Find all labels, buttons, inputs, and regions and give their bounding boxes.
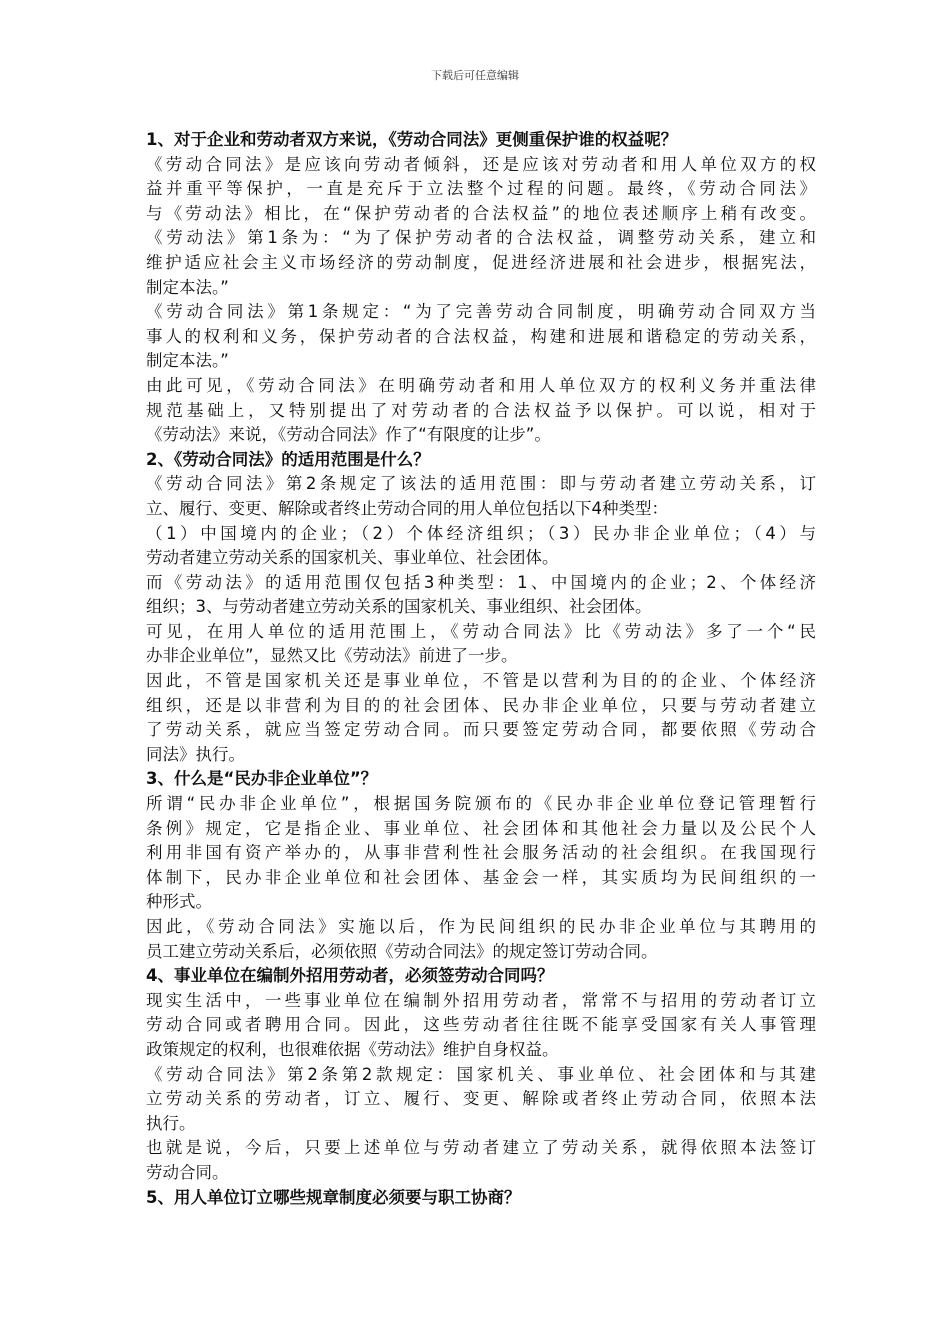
text-line: 执行。	[146, 1113, 196, 1133]
text-line: 政策规定的权利，也很难依据《劳动法》维护自身权益。	[146, 1039, 559, 1059]
text-line: 而《劳动法》的适用范围仅包括3种类型：1、中国境内的企业；2、个体经济	[146, 572, 816, 592]
text-line: 《劳动法》第1条为：“为了保护劳动者的合法权益，调整劳动关系，建立和	[146, 228, 816, 248]
text-line: 立劳动关系的劳动者，订立、履行、变更、解除或者终止劳动合同，依照本法	[146, 1089, 816, 1109]
text-line: 体制下，民办非企业单位和社会团体、基金会一样，其实质均为民间组织的一	[146, 867, 816, 887]
text-line: 利用非国有资产举办的，从事非营利性社会服务活动的社会组织。在我国现行	[146, 843, 816, 863]
text-line: 维护适应社会主义市场经济的劳动制度，促进经济进展和社会进步，根据宪法，	[146, 252, 816, 272]
text-line: 同法》执行。	[146, 744, 245, 764]
text-line: 《劳动合同法》第2条规定了该法的适用范围：即与劳动者建立劳动关系，订	[146, 474, 816, 494]
text-line: 条例》规定，它是指企业、事业单位、社会团体和其他社会力量以及公民个人	[146, 818, 816, 838]
text-line: 因此，不管是国家机关还是事业单位，不管是以营利为目的的企业、个体经济	[146, 671, 816, 691]
page-header: 下载后可任意编辑	[431, 69, 519, 82]
text-line: 种形式。	[146, 892, 212, 912]
text-line: 组织；3、与劳动者建立劳动关系的国家机关、事业组织、社会团体。	[146, 597, 652, 617]
text-line: 《劳动合同法》是应该向劳动者倾斜，还是应该对劳动者和用人单位双方的权	[146, 154, 816, 174]
text-line: 员工建立劳动关系后，必须依照《劳动合同法》的规定签订劳动合同。	[146, 941, 658, 961]
text-line: 规范基础上，又特别提出了对劳动者的合法权益予以保护。可以说，相对于	[146, 400, 816, 420]
section-heading: 2、《劳动合同法》的适用范围是什么？	[146, 449, 430, 469]
document-body	[146, 128, 816, 1210]
text-line: 事人的权利和义务，保护劳动者的合法权益，构建和进展和谐稳定的劳动关系，	[146, 326, 816, 346]
text-line: 立、履行、变更、解除或者终止劳动合同的用人单位包括以下4种类型：	[146, 498, 668, 518]
section-heading: 5、用人单位订立哪些规章制度必须要与职工协商？	[146, 1187, 521, 1207]
text-line: 了劳动关系，就应当签定劳动合同。而只要签定劳动合同，都要依照《劳动合	[146, 720, 816, 740]
text-line: 制定本法。”	[146, 277, 229, 297]
text-line: （1）中国境内的企业；（2）个体经济组织；（3）民办非企业单位；（4）与	[146, 523, 816, 543]
text-line: 由此可见，《劳动合同法》在明确劳动者和用人单位双方的权利义务并重法律	[146, 375, 816, 395]
text-line: 因此，《劳动合同法》实施以后，作为民间组织的民办非企业单位与其聘用的	[146, 917, 816, 936]
section-heading: 3、什么是“民办非企业单位”？	[146, 769, 378, 789]
text-line: 也就是说，今后，只要上述单位与劳动者建立了劳动关系，就得依照本法签订	[146, 1138, 816, 1158]
text-line: 劳动者建立劳动关系的国家机关、事业单位、社会团体。	[146, 548, 559, 568]
section-heading: 4、事业单位在编制外招用劳动者，必须签劳动合同吗？	[146, 966, 554, 986]
text-line: 与《劳动法》相比，在“保护劳动者的合法权益”的地位表述顺序上稍有改变。	[146, 203, 816, 223]
text-line: 所谓“民办非企业单位”，根据国务院颁布的《民办非企业单位登记管理暂行	[146, 794, 816, 814]
text-line: 劳动合同或者聘用合同。因此，这些劳动者往往既不能享受国家有关人事管理	[146, 1015, 816, 1035]
text-line: 可见，在用人单位的适用范围上，《劳动合同法》比《劳动法》多了一个“民	[146, 621, 816, 641]
text-line: 《劳动合同法》第1条规定：“为了完善劳动合同制度，明确劳动合同双方当	[146, 302, 816, 322]
text-line: 组织，还是以非营利为目的的社会团体、民办非企业单位，只要与劳动者建立	[146, 695, 816, 715]
text-line: 劳动合同。	[146, 1162, 229, 1182]
text-line: 制定本法。”	[146, 351, 229, 371]
section-heading: 1、对于企业和劳动者双方来说，《劳动合同法》更侧重保护谁的权益呢？	[146, 130, 678, 149]
text-line: 现实生活中，一些事业单位在编制外招用劳动者，常常不与招用的劳动者订立	[146, 990, 816, 1010]
text-line: 办非企业单位”，显然又比《劳动法》前进了一步。	[146, 646, 518, 666]
text-line: 《劳动法》来说，《劳动合同法》作了“有限度的让步”。	[146, 425, 551, 445]
text-line: 《劳动合同法》第2条第2款规定：国家机关、事业单位、社会团体和与其建	[146, 1064, 816, 1084]
text-line: 益并重平等保护，一直是充斥于立法整个过程的问题。最终，《劳动合同法》	[146, 179, 816, 199]
